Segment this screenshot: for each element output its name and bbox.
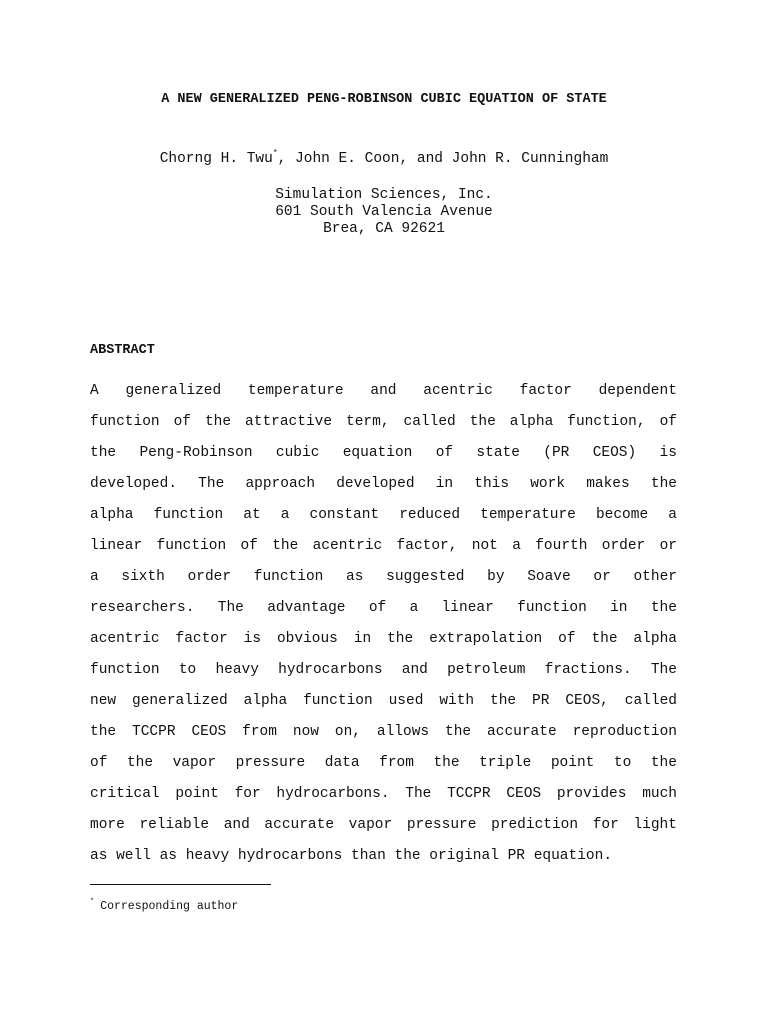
abstract-line: the TCCPR CEOS from now on, allows the accurate reproduction: [90, 724, 677, 740]
abstract-line: alpha function at a constant reduced temperature become a: [90, 507, 677, 523]
paper-title: A NEW GENERALIZED PENG-ROBINSON CUBIC EQUATION OF STATE: [161, 92, 607, 107]
affiliation-block: [0, 187, 768, 238]
footnote-text: Corresponding author: [100, 900, 239, 913]
abstract-line: new generalized alpha function used with the PR CEOS, called: [90, 693, 677, 709]
abstract-line: the Peng-Robinson cubic equation of state (PR CEOS) is: [90, 445, 677, 461]
abstract-line: researchers. The advantage of a linear function in the: [90, 600, 677, 616]
abstract-line: acentric factor is obvious in the extrapolation of the alpha: [90, 631, 677, 647]
abstract-line: as well as heavy hydrocarbons than the original PR equation.: [90, 848, 613, 864]
abstract-heading: ABSTRACT: [90, 343, 155, 358]
footnote-marker: *: [90, 898, 95, 906]
abstract-line: function to heavy hydrocarbons and petroleum fractions. The: [90, 662, 677, 678]
footnote: [90, 900, 238, 913]
footnote-divider: [90, 884, 271, 885]
affiliation-city: Brea, CA 92621: [323, 221, 445, 237]
first-author: Chorng H. Twu: [159, 151, 273, 167]
abstract-body: [90, 376, 677, 872]
abstract-line: developed. The approach developed in this work makes the: [90, 476, 677, 492]
affiliation-organization: Simulation Sciences, Inc.: [275, 187, 493, 203]
abstract-line: critical point for hydrocarbons. The TCCPR CEOS provides much: [90, 786, 677, 802]
abstract-line: A generalized temperature and acentric factor dependent: [90, 383, 677, 399]
corresponding-author-marker: *: [272, 149, 278, 158]
abstract-line: of the vapor pressure data from the triple point to the: [90, 755, 677, 771]
abstract-line: linear function of the acentric factor, not a fourth order or: [90, 538, 677, 554]
abstract-line: function of the attractive term, called the alpha function, of: [90, 414, 677, 430]
abstract-line: a sixth order function as suggested by Soave or other: [90, 569, 677, 585]
abstract-line: more reliable and accurate vapor pressure prediction for light: [90, 817, 677, 833]
affiliation-street: 601 South Valencia Avenue: [275, 204, 493, 220]
other-authors: , John E. Coon, and John R. Cunningham: [277, 151, 609, 167]
author-line: [0, 151, 768, 167]
